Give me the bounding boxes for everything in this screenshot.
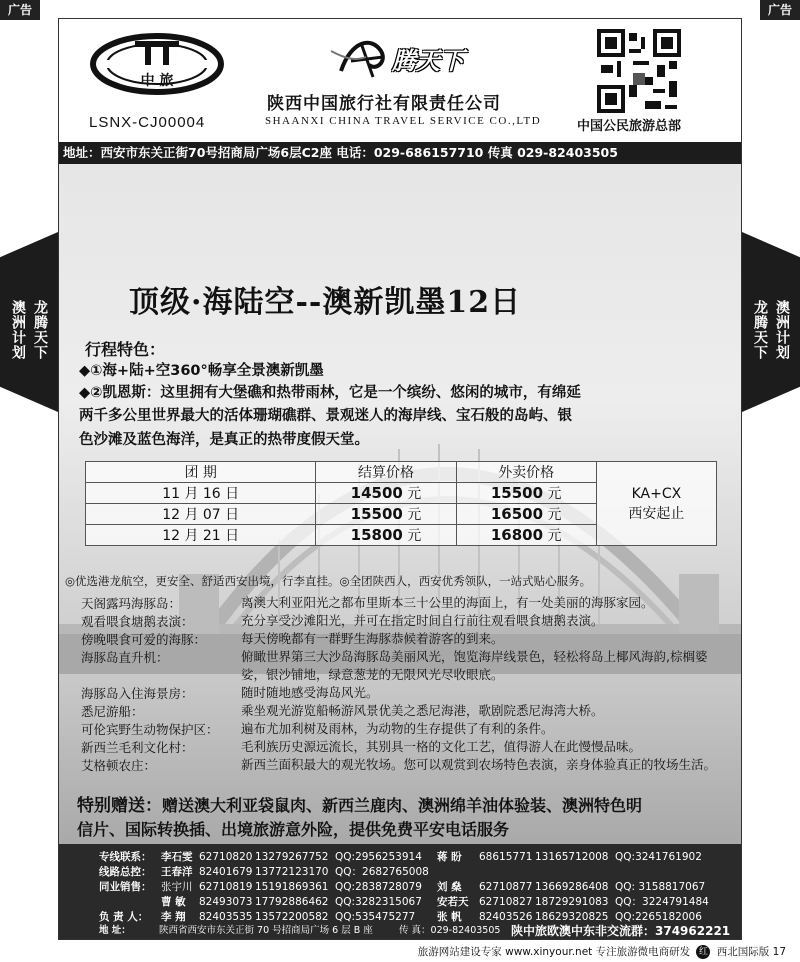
header-retail: 外卖价格 <box>456 462 596 483</box>
gift-line-1 <box>77 794 727 818</box>
footer-badge-icon: 红 <box>696 945 710 959</box>
office-address: 陕西省西安市东关正街 70 号招商局广场 6 层 B 座 <box>159 925 373 936</box>
list-item <box>81 756 731 792</box>
feature-item-1: ◆①海+陆+空360°畅享全景澳新凯墨 <box>79 363 324 379</box>
list-item <box>81 612 731 630</box>
attraction-desc: 乘坐观光游览船畅游风景优美之悉尼海港，歌剧院悉尼海湾大桥。 <box>241 703 604 718</box>
contact-mobile: 18629320825 <box>535 911 609 923</box>
retail-price: 15500 <box>490 484 544 502</box>
company-name-en: SHAANXI CHINA TRAVEL SERVICE CO.,LTD <box>265 115 542 127</box>
office-fax: 传 真：029-82403505 <box>399 925 501 936</box>
contact-tel: 82403526 <box>479 911 533 923</box>
advert-frame <box>58 18 742 940</box>
contact-mobile: 13669286408 <box>535 881 609 893</box>
footer-text <box>418 943 786 962</box>
contact-panel <box>59 844 741 940</box>
license-number: LSNX-CJ00004 <box>89 114 206 131</box>
contact-mobile: 18729291083 <box>535 896 609 908</box>
contact-tel: 82401679 <box>199 866 253 878</box>
features-heading: 行程特色： <box>85 340 166 359</box>
contact-label: 同业销售： <box>99 881 152 893</box>
departure-note <box>596 462 716 546</box>
attraction-name: 天阁露玛海豚岛： <box>81 596 182 611</box>
row-date: 11 月 16 日 <box>86 483 316 504</box>
contact-tel: 62710819 <box>199 881 253 893</box>
attraction-desc: 遍布尤加利树及雨林，为动物的生存提供了有利的条件。 <box>241 721 554 736</box>
feature-item-2-cont-2: 色沙滩及蓝色海洋，是真正的热带度假天堂。 <box>79 432 369 448</box>
contact-mobile: 13572200582 <box>255 911 329 923</box>
contact-tel: 62710877 <box>479 881 533 893</box>
contact-name: 蒋 盼 <box>437 851 462 863</box>
itinerary-list <box>81 594 731 792</box>
contact-qq: QQ:535475277 <box>335 911 416 923</box>
feature-item-2-cont-1: 两千多公里世界最大的活体珊瑚礁群、景观迷人的海岸线、宝石般的岛屿、银 <box>79 408 572 424</box>
settle-price: 15800 <box>350 526 403 544</box>
contact-mobile: 13279267752 <box>255 851 329 863</box>
feature-item-2: ◆②凯恩斯：这里拥有大堡礁和热带雨林，它是一个缤纷、悠闲的城市，有绵延 <box>79 385 581 401</box>
contact-tel: 62710820 <box>199 851 253 863</box>
contact-name: 张宇川 <box>161 881 193 893</box>
price-unit: 元 <box>547 486 562 502</box>
settle-price: 15500 <box>350 505 403 523</box>
special-gift <box>77 794 727 841</box>
attraction-name: 傍晚喂食可爱的海豚： <box>81 632 207 647</box>
retail-price: 16500 <box>490 505 544 523</box>
logo-text: 中 旅 <box>140 73 174 89</box>
gift-text-1: 赠送澳大利亚袋鼠肉、新西兰鹿肉、澳洲绵羊油体验装、澳洲特色明 <box>162 796 643 815</box>
contact-label: 地 址： <box>99 925 131 936</box>
attraction-name: 海豚岛入住海景房： <box>81 686 194 701</box>
side-left-col1: 澳洲计划 <box>10 300 26 360</box>
price-unit: 元 <box>547 507 562 523</box>
footer-edition: 西北国际版 17 <box>716 946 786 958</box>
settle-price: 14500 <box>350 484 403 502</box>
contact-qq: QQ：2682765008 <box>335 866 429 878</box>
contact-qq: QQ:3282315067 <box>335 896 422 908</box>
row-retail <box>456 525 596 546</box>
row-retail <box>456 483 596 504</box>
note-airline: KA+CX <box>631 485 682 502</box>
contact-qq: QQ:3241761902 <box>615 851 702 863</box>
price-unit: 元 <box>407 507 422 523</box>
row-settle <box>316 504 456 525</box>
contact-qq: QQ:2838728079 <box>335 881 422 893</box>
attraction-desc: 离澳大利亚阳光之都布里斯本三十公里的海面上，有一处美丽的海豚家园。 <box>241 595 654 610</box>
note-departure: 西安起止 <box>628 505 685 522</box>
list-item <box>81 630 731 648</box>
side-right-col1: 龙腾天下 <box>752 300 768 360</box>
contact-name: 安若天 <box>437 896 469 908</box>
side-right-col2: 澳洲计划 <box>774 300 790 360</box>
contact-name: 李 翔 <box>161 911 186 923</box>
hotline-group: 陕中旅欧澳中东非交流群：374962221 <box>511 924 731 938</box>
tour-title: 顶级·海陆空--澳新凯墨12日 <box>129 285 522 320</box>
contact-name: 刘 燊 <box>437 881 462 893</box>
price-table-header <box>86 462 717 483</box>
contact-tel: 82493073 <box>199 896 253 908</box>
address-bar: 地址：西安市东关正街70号招商局广场6层C2座 电话：029-686157710 传真 029-82403505 <box>59 142 741 164</box>
attraction-name: 海豚岛直升机： <box>81 650 169 665</box>
list-item <box>81 720 731 738</box>
footer-site: 旅游网站建设专家 www.xinyour.net 专注旅游微电商研发 <box>417 946 691 958</box>
company-name-cn: 陕西中国旅行社有限责任公司 <box>267 94 501 114</box>
list-item <box>81 594 731 612</box>
contact-mobile: 13772123170 <box>255 866 329 878</box>
contact-label: 负 责 人： <box>99 911 149 923</box>
price-unit: 元 <box>407 528 422 544</box>
contact-tel: 62710827 <box>479 896 533 908</box>
attraction-name: 艾格顿农庄： <box>81 758 157 773</box>
header-date: 团 期 <box>86 462 316 483</box>
brand-slogan: 腾天下 <box>392 47 464 75</box>
attraction-desc: 每天傍晚都有一群野生海豚恭候着游客的到来。 <box>241 631 504 646</box>
price-unit: 元 <box>547 528 562 544</box>
ad-label-left: 广告 <box>0 0 40 20</box>
service-notice: ◎优选港龙航空，更安全、舒适西安出境，行李直挂。◎全团陕西人，西安优秀领队，一站式贴心服务。 <box>65 574 592 588</box>
qr-code-icon <box>597 29 681 113</box>
row-retail <box>456 504 596 525</box>
hero-section <box>59 164 741 844</box>
attraction-name: 新西兰毛利文化村： <box>81 740 194 755</box>
row-settle <box>316 525 456 546</box>
side-text-right <box>742 300 800 360</box>
attraction-desc: 随时随地感受海岛风光。 <box>241 685 379 700</box>
attraction-name: 观看喂食塘鹅表演： <box>81 614 194 629</box>
gift-text-2: 信片、国际转换插、出境旅游意外险，提供免费平安电话服务 <box>77 820 510 839</box>
retail-price: 16800 <box>490 526 544 544</box>
price-unit: 元 <box>407 486 422 502</box>
contact-name: 张 帆 <box>437 911 462 923</box>
row-date: 12 月 07 日 <box>86 504 316 525</box>
attraction-desc: 毛利族历史源远流长，其别具一格的文化工艺，值得游人在此慢慢品味。 <box>241 739 642 754</box>
attraction-desc: 充分享受沙滩阳光，并可在指定时间自行前往观看喂食塘鹅表演。 <box>241 613 604 628</box>
attraction-name: 可伦宾野生动物保护区： <box>81 722 219 737</box>
qr-caption: 中国公民旅游总部 <box>577 119 682 134</box>
list-item <box>81 684 731 702</box>
contact-name: 曹 敏 <box>161 896 186 908</box>
contact-tel: 82403535 <box>199 911 253 923</box>
contact-qq: QQ: 3158817067 <box>615 881 706 893</box>
price-table <box>85 461 717 546</box>
contact-mobile: 15191869361 <box>255 881 329 893</box>
header <box>59 19 741 141</box>
contact-mobile: 13165712008 <box>535 851 609 863</box>
row-date: 12 月 21 日 <box>86 525 316 546</box>
contact-qq: QQ：3224791484 <box>615 896 709 908</box>
contact-tel: 68615771 <box>479 851 533 863</box>
company-logo <box>87 31 227 97</box>
contact-mobile: 17792886462 <box>255 896 329 908</box>
contact-name: 王春洋 <box>161 866 193 878</box>
contact-qq: QQ:2265182006 <box>615 911 702 923</box>
contact-label: 线路总控： <box>99 866 152 878</box>
list-item <box>81 648 731 684</box>
list-item <box>81 702 731 720</box>
attraction-desc: 俯瞰世界第三大沙岛海豚岛美丽风光，饱览海岸线景色，轻松将岛上椰风海韵,棕榈婆娑，银沙铺地，绿意葱茏的无限风光尽收眼底。 <box>241 649 708 682</box>
contact-name: 李石雯 <box>161 851 193 863</box>
side-text-left <box>0 300 58 360</box>
footer <box>0 943 800 962</box>
contact-qq: QQ:2956253914 <box>335 851 422 863</box>
list-item <box>81 738 731 756</box>
attraction-desc: 新西兰面积最大的观光牧场。您可以观赏到农场特色表演，亲身体验真正的牧场生活。 <box>241 757 717 772</box>
attraction-name: 悉尼游船： <box>81 704 144 719</box>
side-left-col2: 龙腾天下 <box>32 300 48 360</box>
ad-label-right: 广告 <box>760 0 800 20</box>
gift-label: 特别赠送： <box>77 796 162 816</box>
row-settle <box>316 483 456 504</box>
contact-label: 专线联系： <box>99 851 152 863</box>
header-settle: 结算价格 <box>316 462 456 483</box>
